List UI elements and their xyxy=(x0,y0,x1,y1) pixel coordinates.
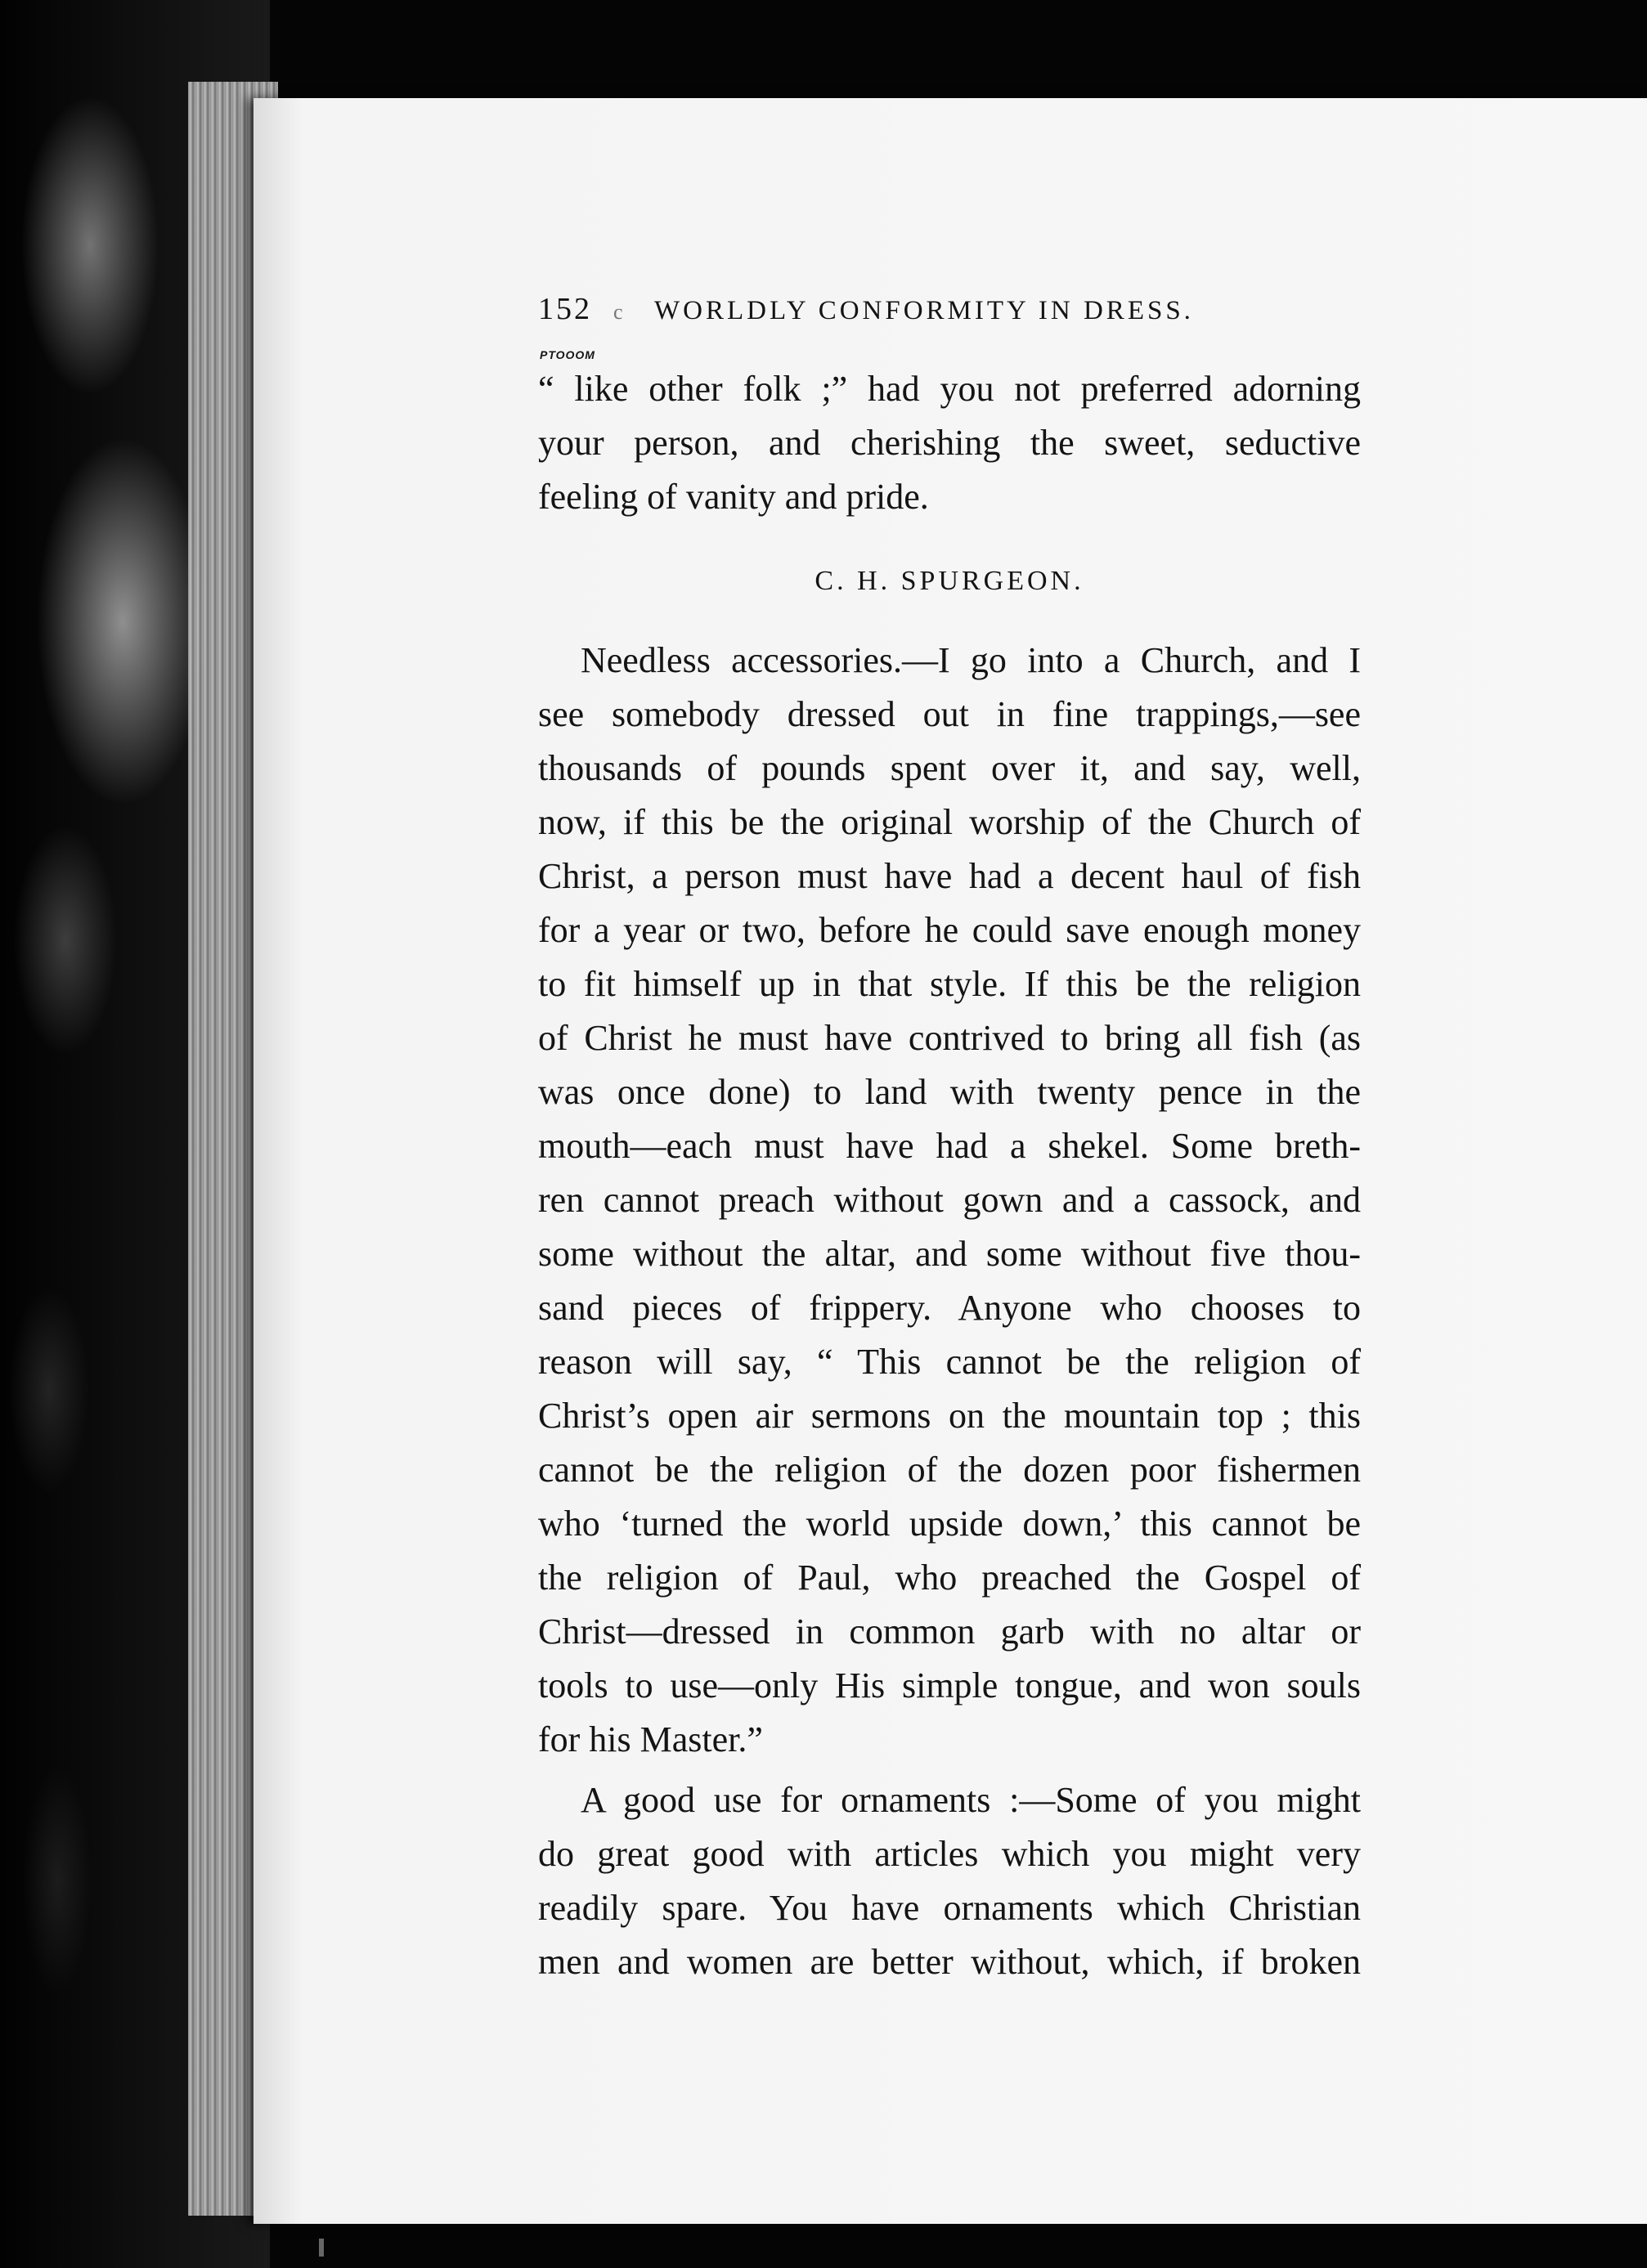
text-line: for a year or two, before he could save enough money xyxy=(538,910,1361,950)
text-line: men and women are better without, which, if broken xyxy=(538,1942,1361,1982)
text-line: Needless accessories.—I go into a Church, and I xyxy=(581,640,1361,680)
text-line: do great good with articles which you might very xyxy=(538,1834,1361,1874)
text-line: see somebody dressed out in fine trappings,—see xyxy=(538,694,1361,734)
page-number: 152 xyxy=(538,292,592,326)
running-head xyxy=(538,291,1361,327)
text-line: for his Master.” xyxy=(538,1719,763,1759)
text-line: sand pieces of frippery. Anyone who chooses to xyxy=(538,1288,1361,1328)
running-head-title: WORLDLY CONFORMITY IN DRESS. xyxy=(654,296,1194,325)
text-line: ren cannot preach without gown and a cassock, and xyxy=(538,1180,1361,1220)
text-line: to fit himself up in that style. If this be the religion xyxy=(538,964,1361,1004)
running-head-mark: c xyxy=(613,300,626,324)
text-line: Christ—dressed in common garb with no altar or xyxy=(538,1611,1361,1652)
text-line: reason will say, “ This cannot be the religion of xyxy=(538,1342,1361,1382)
text-line: of Christ he must have contrived to bring all fish (as xyxy=(538,1018,1361,1058)
scan-artifact-mark xyxy=(319,2239,324,2257)
text-line: tools to use—only His simple tongue, and won souls xyxy=(538,1665,1361,1705)
text-line: thousands of pounds spent over it, and say, well, xyxy=(538,748,1361,788)
margin-stamp: PTOOOM xyxy=(540,348,595,361)
text-line: feeling of vanity and pride. xyxy=(538,477,929,517)
section-heading: C. H. SPURGEON. xyxy=(815,566,1084,596)
text-line: the religion of Paul, who preached the Gospel of xyxy=(538,1558,1361,1598)
text-line: cannot be the religion of the dozen poor fishermen xyxy=(538,1450,1361,1490)
text-line: your person, and cherishing the sweet, seductive xyxy=(538,423,1361,463)
text-line: now, if this be the original worship of the Church of xyxy=(538,802,1361,842)
text-line: A good use for ornaments :—Some of you might xyxy=(581,1780,1361,1820)
text-line: mouth—each must have had a shekel. Some breth- xyxy=(538,1126,1361,1166)
text-line: some without the altar, and some without five thou- xyxy=(538,1234,1361,1274)
book-page xyxy=(254,98,1647,2224)
text-line: readily spare. You have ornaments which Christian xyxy=(538,1888,1361,1928)
text-line: Christ, a person must have had a decent haul of fish xyxy=(538,856,1361,896)
text-line: Christ’s open air sermons on the mountain top ; this xyxy=(538,1396,1361,1436)
text-line: “ like other folk ;” had you not preferred adorning xyxy=(538,369,1361,409)
text-line: who ‘turned the world upside down,’ this cannot be xyxy=(538,1504,1361,1544)
text-line: was once done) to land with twenty pence in the xyxy=(538,1072,1361,1112)
